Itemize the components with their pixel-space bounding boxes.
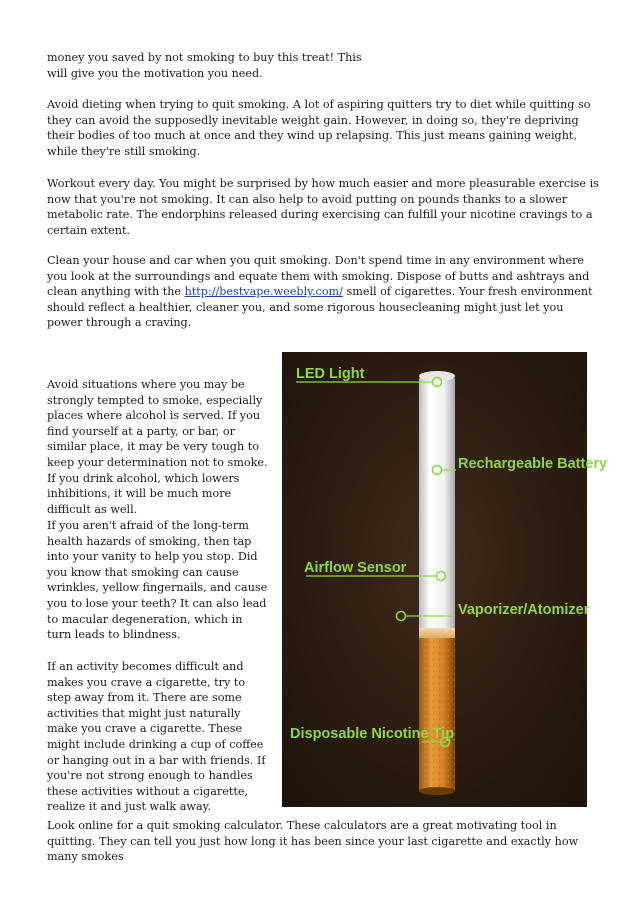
bestvape-link[interactable]: http://bestvape.weebly.com/ (184, 285, 343, 299)
label-led-light: LED Light (296, 366, 365, 382)
paragraph-vanity: If you aren't afraid of the long-term health hazards of smoking, then tap into your vanity to help you stop. Did you know that smoking can cause wrinkles, yellow fingernails, and cause you to lose your teeth? It can also lead to macular degeneration, which in turn leads to blindness. (47, 519, 268, 642)
paragraph-clean-house-text2: smell of cigarettes. Your fresh environment should reflect a healthier, cleaner you, and some rigorous housecleaning might just let you power through a craving. (47, 285, 593, 330)
paragraph-step-away: If an activity becomes difficult and makes you crave a cigarette, try to step away from it. There are some activities that might just naturally make you crave a cigarette. These might include drinking a cup of coffee or hanging out in a bar with friends. If you're not strong enough to handles these activities without a cigarette, realize it and just walk away. (47, 660, 266, 814)
paragraph-clean-house (47, 253, 600, 331)
e-cigarette-diagram (282, 352, 608, 807)
e-cigarette-svg (282, 352, 608, 807)
paragraph-dieting: Avoid dieting when trying to quit smoking. A lot of aspiring quitters try to diet while quitting so they can avoid the supposedly inevitable weight gain. However, in doing so, they're depriving their bodies of too much at once and they wind up relapsing. This just means gaining weight, while they're still smoking. (47, 98, 591, 158)
paragraph-calculator: Look online for a quit smoking calculator. These calculators are a great motivating tool in quitting. They can tell you just how long it has been since your last cigarette and exactly how many smokes (47, 819, 579, 864)
filter-band (419, 628, 455, 638)
paragraph-avoid-situations: Avoid situations where you may be strongly tempted to smoke, especially places where alcohol is served. If you find yourself at a party, or bar, or similar place, it may be very tough to keep your determination not to smoke. If you drink alcohol, which lowers inhibitions, it will be much more difficult as well. (47, 378, 268, 516)
paragraph-treat-line2: will give you the motivation you need. (47, 66, 263, 80)
tip-end (419, 787, 455, 795)
led-cap (419, 371, 455, 381)
cartridge-texture (419, 638, 455, 791)
label-rechargeable-battery: Rechargeable Battery (458, 456, 608, 472)
label-disposable-nicotine-tip: Disposable Nicotine Tip (290, 726, 455, 742)
label-airflow-sensor: Airflow Sensor (304, 560, 407, 576)
paragraph-workout: Workout every day. You might be surprised by how much easier and more pleasurable exercise is now that you're not smoking. It can also help to avoid putting on pounds thanks to a slower metabolic rate. The endorphins released during exercising can fulfill your nicotine cravings to a certain extent. (47, 177, 599, 237)
paragraph-treat (47, 50, 367, 81)
label-vaporizer-atomizer: Vaporizer/Atomizer (458, 602, 590, 618)
paragraph-clean-house-text1: Clean your house and car when you quit smoking. Don't spend time in any environment where you look at the surroundings and equate them with smoking. Dispose of butts and ashtrays and clean anything with the (47, 254, 590, 299)
paragraph-treat-line1: money you saved by not smoking to buy this treat! This (47, 51, 362, 64)
battery-body (419, 374, 455, 634)
